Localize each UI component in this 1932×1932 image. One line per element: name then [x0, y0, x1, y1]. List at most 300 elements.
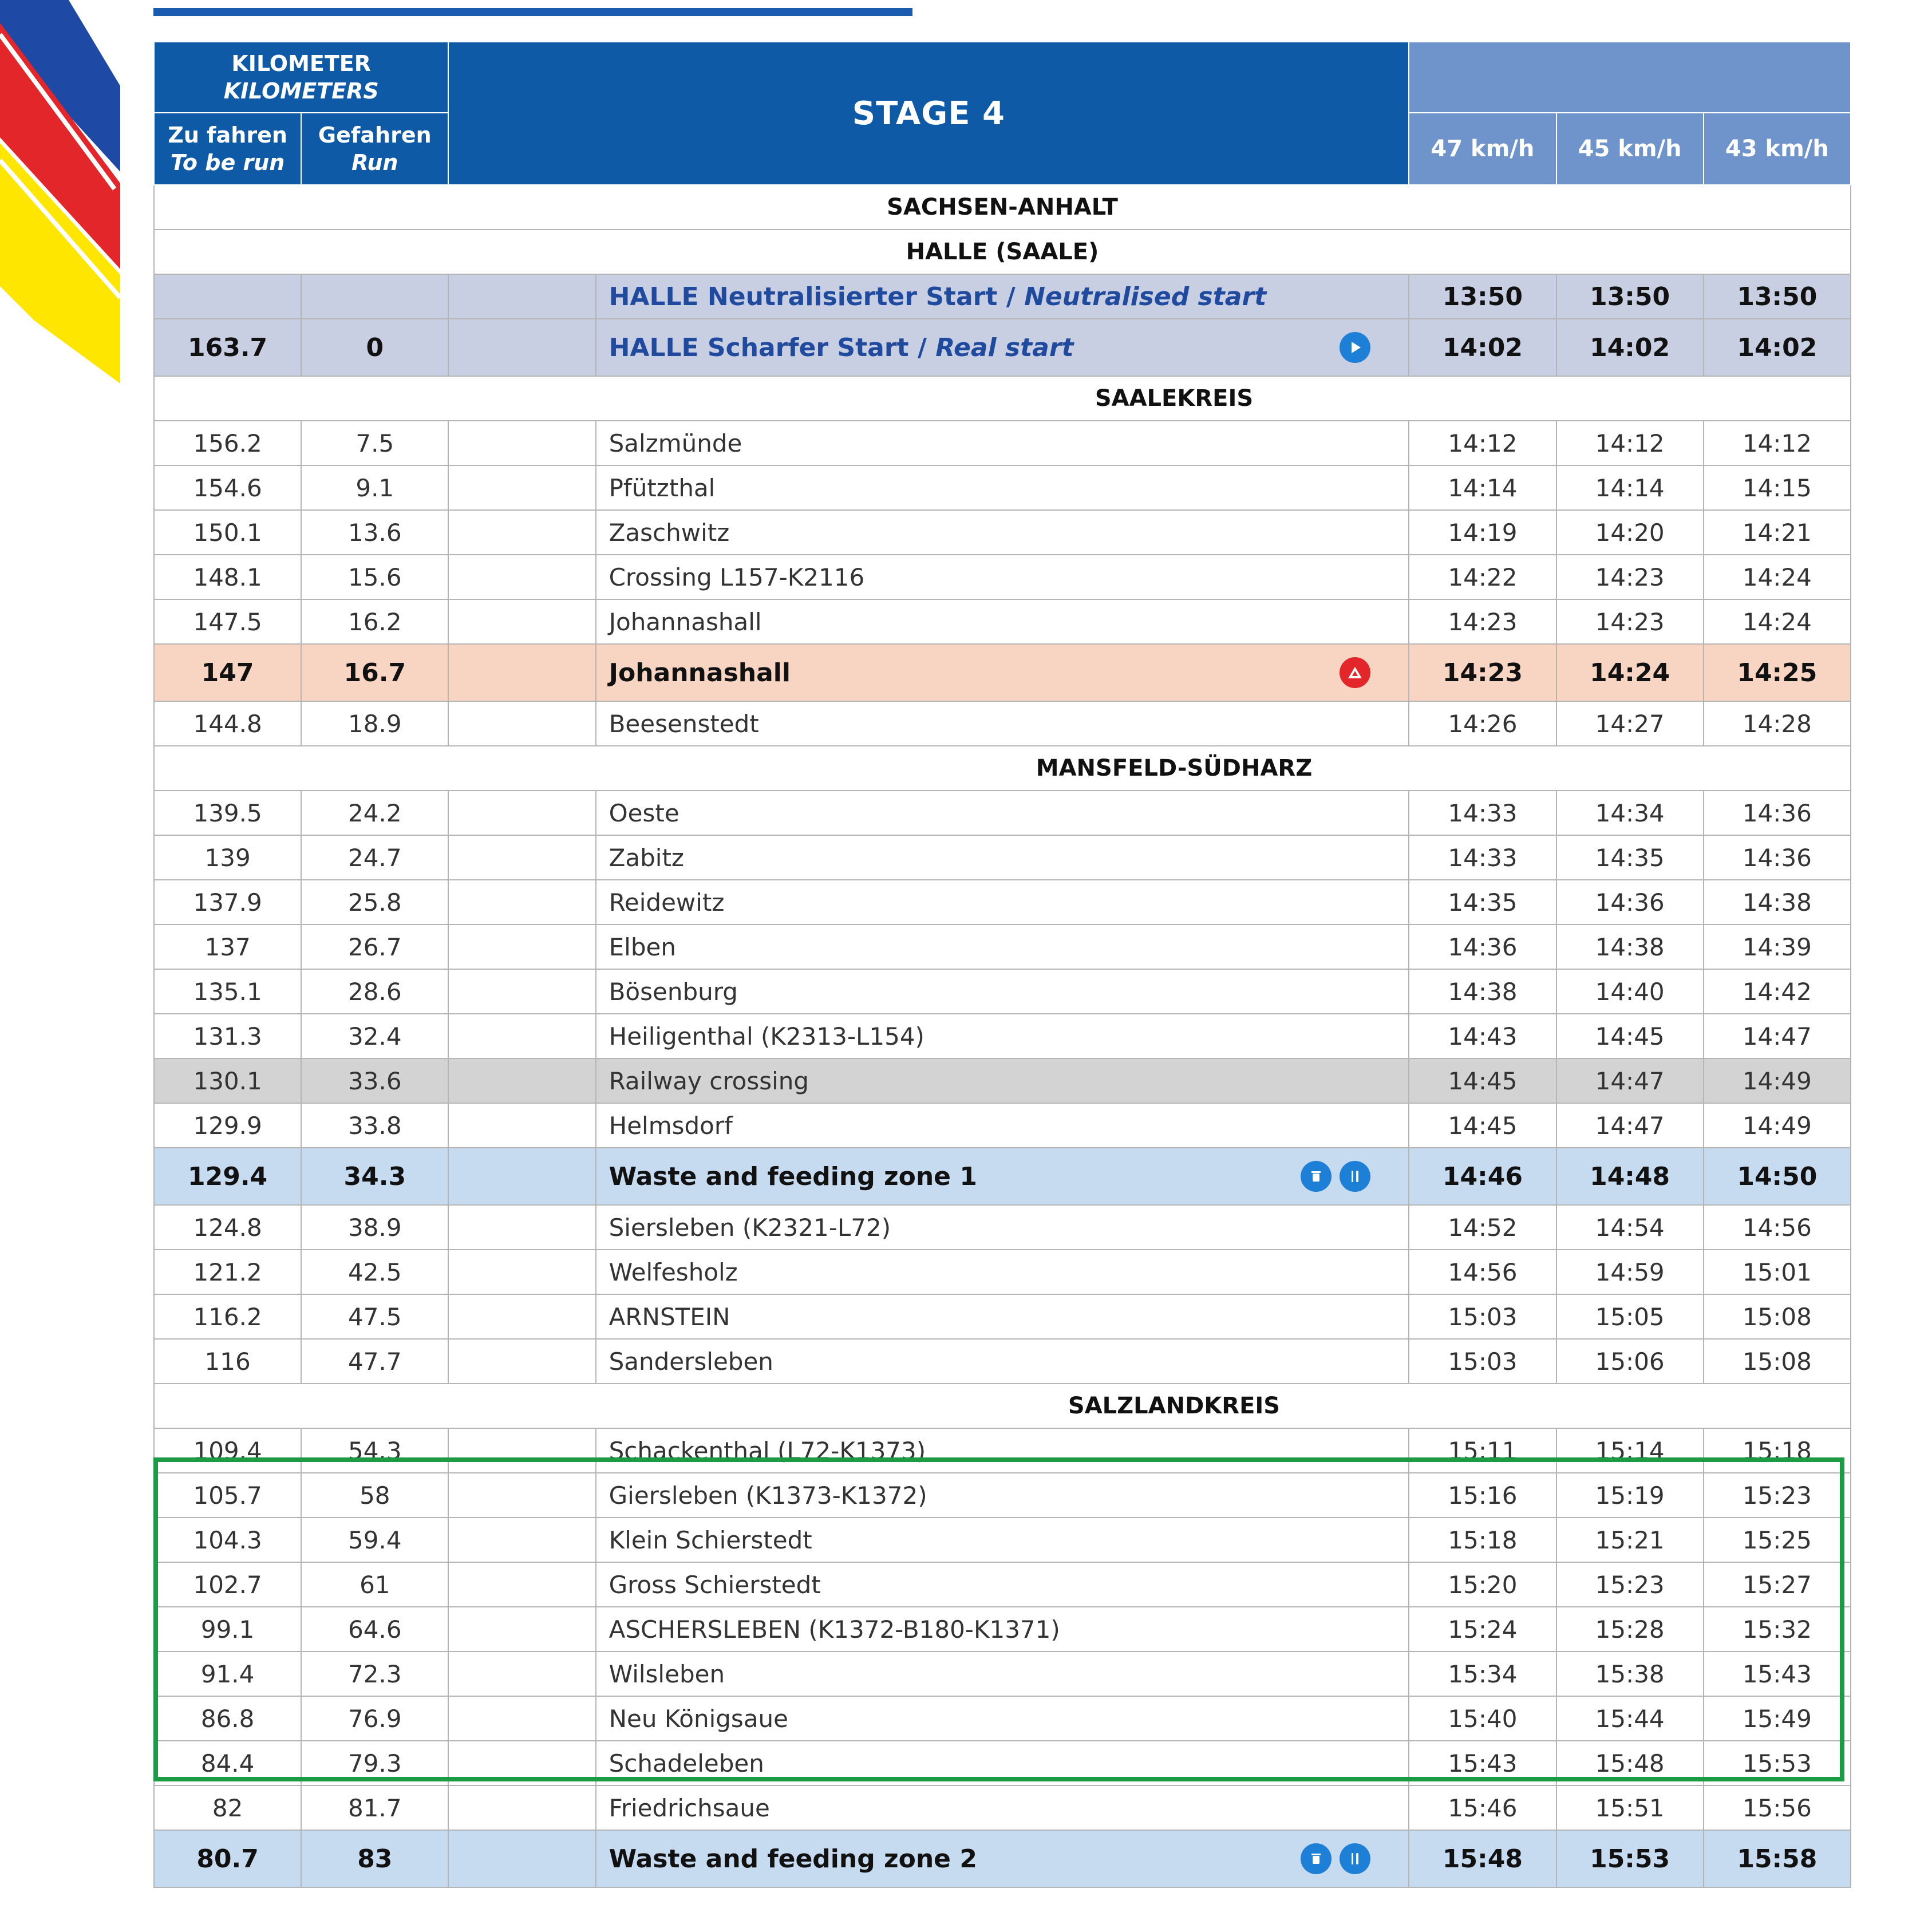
run-cell: 58	[301, 1473, 448, 1518]
time-47: 14:46	[1409, 1148, 1556, 1205]
route-row	[154, 1205, 1851, 1250]
place-cell	[596, 880, 1409, 924]
run-label-en: Run	[351, 150, 398, 175]
place-cell	[596, 555, 1409, 599]
time-45: 15:21	[1556, 1518, 1704, 1562]
run-cell: 24.7	[301, 835, 448, 880]
icon-cell	[448, 1518, 595, 1562]
place-name: Welfesholz	[609, 1258, 738, 1286]
waste-bin-icon	[1301, 1161, 1332, 1192]
icon-cell	[448, 924, 595, 969]
climb-row	[154, 644, 1851, 701]
icon-cell	[448, 1741, 595, 1785]
region-row	[154, 376, 1851, 421]
place-name: Johannashall	[609, 607, 762, 636]
place-name: Railway crossing	[609, 1066, 809, 1095]
route-row	[154, 1518, 1851, 1562]
time-43: 15:27	[1704, 1562, 1851, 1607]
place-name: Klein Schierstedt	[609, 1526, 812, 1554]
place-name: ARNSTEIN	[609, 1302, 730, 1331]
time-43: 15:32	[1704, 1607, 1851, 1652]
route-row	[154, 835, 1851, 880]
time-45: 14:47	[1556, 1058, 1704, 1103]
run-cell: 76.9	[301, 1696, 448, 1741]
place-cell	[596, 1607, 1409, 1652]
place-cell	[596, 1562, 1409, 1607]
to-run-cell: 104.3	[154, 1518, 301, 1562]
time-47: 15:03	[1409, 1294, 1556, 1339]
place-name: Schadeleben	[609, 1749, 764, 1777]
time-45: 14:40	[1556, 969, 1704, 1014]
time-47: 15:20	[1409, 1562, 1556, 1607]
region-label: SAALEKREIS	[154, 376, 1851, 421]
route-row	[154, 421, 1851, 465]
time-47: 14:43	[1409, 1014, 1556, 1058]
to-run-cell: 124.8	[154, 1205, 301, 1250]
place-name: Zabitz	[609, 843, 684, 872]
run-cell	[301, 274, 448, 319]
time-47: 15:43	[1409, 1741, 1556, 1785]
route-row	[154, 1339, 1851, 1384]
time-43: 15:08	[1704, 1339, 1851, 1384]
time-47: 14:52	[1409, 1205, 1556, 1250]
to-run-cell: 84.4	[154, 1741, 301, 1785]
icon-cell	[448, 1562, 595, 1607]
time-45: 14:35	[1556, 835, 1704, 880]
kilometers-label: KILOMETERS	[223, 78, 379, 104]
region-row	[154, 230, 1851, 274]
route-row	[154, 1607, 1851, 1652]
place-cell	[596, 1014, 1409, 1058]
icon-cell	[448, 644, 595, 701]
to-run-cell: 131.3	[154, 1014, 301, 1058]
to-run-cell: 150.1	[154, 510, 301, 555]
time-43: 15:01	[1704, 1250, 1851, 1294]
time-47: 15:40	[1409, 1696, 1556, 1741]
place-cell	[596, 421, 1409, 465]
route-row	[154, 555, 1851, 599]
run-cell: 0	[301, 319, 448, 376]
time-45: 15:23	[1556, 1562, 1704, 1607]
to-run-cell: 154.6	[154, 465, 301, 510]
place-name: Beesenstedt	[609, 709, 759, 738]
icon-cell	[448, 1014, 595, 1058]
to-run-cell: 139.5	[154, 791, 301, 835]
to-run-cell: 91.4	[154, 1652, 301, 1696]
place-name: Oeste	[609, 799, 679, 827]
place-cell	[596, 1652, 1409, 1696]
time-43: 15:58	[1704, 1830, 1851, 1887]
to-run-cell: 121.2	[154, 1250, 301, 1294]
to-run-cell: 109.4	[154, 1428, 301, 1473]
time-43: 14:42	[1704, 969, 1851, 1014]
place-cell	[596, 1294, 1409, 1339]
to-run-cell: 105.7	[154, 1473, 301, 1518]
time-45: 15:53	[1556, 1830, 1704, 1887]
place-name: Helmsdorf	[609, 1111, 733, 1140]
to-run-cell: 80.7	[154, 1830, 301, 1887]
run-cell: 61	[301, 1562, 448, 1607]
run-cell: 7.5	[301, 421, 448, 465]
time-43: 14:56	[1704, 1205, 1851, 1250]
place-name: Elben	[609, 933, 676, 961]
region-label: MANSFELD-SÜDHARZ	[154, 746, 1851, 791]
run-cell: 26.7	[301, 924, 448, 969]
to-run-cell: 144.8	[154, 701, 301, 746]
run-cell: 64.6	[301, 1607, 448, 1652]
place-name: Siersleben (K2321-L72)	[609, 1213, 891, 1242]
run-cell: 33.6	[301, 1058, 448, 1103]
time-47: 14:19	[1409, 510, 1556, 555]
mountain-icon	[1340, 657, 1370, 688]
time-43: 14:02	[1704, 319, 1851, 376]
route-row	[154, 1652, 1851, 1696]
place-cell	[596, 599, 1409, 644]
to-run-cell: 137.9	[154, 880, 301, 924]
time-45: 15:05	[1556, 1294, 1704, 1339]
start-label-en: Neutralised start	[1024, 282, 1267, 311]
place-name: Reidewitz	[609, 888, 725, 916]
icon-cell	[448, 274, 595, 319]
run-cell: 83	[301, 1830, 448, 1887]
start-label-en: Real start	[935, 333, 1074, 362]
region-label: SALZLANDKREIS	[154, 1384, 1851, 1428]
icon-cell	[448, 1652, 595, 1696]
region-row	[154, 185, 1851, 230]
time-47: 14:35	[1409, 880, 1556, 924]
time-45: 14:36	[1556, 880, 1704, 924]
icon-cell	[448, 835, 595, 880]
to-run-label-de: Zu fahren	[168, 123, 287, 148]
kilometer-header	[154, 42, 448, 113]
time-43: 14:50	[1704, 1148, 1851, 1205]
time-47: 15:18	[1409, 1518, 1556, 1562]
time-45: 13:50	[1556, 274, 1704, 319]
place-name: Heiligenthal (K2313-L154)	[609, 1022, 924, 1050]
start-separator: /	[997, 282, 1025, 311]
feeding-zone-row	[154, 1830, 1851, 1887]
place-name: Giersleben (K1373-K1372)	[609, 1481, 927, 1510]
speed-header-band	[1409, 42, 1851, 113]
run-cell: 59.4	[301, 1518, 448, 1562]
icon-cell	[448, 1785, 595, 1830]
route-row	[154, 924, 1851, 969]
to-run-cell: 116.2	[154, 1294, 301, 1339]
place-cell	[596, 1696, 1409, 1741]
run-cell: 54.3	[301, 1428, 448, 1473]
run-cell: 47.7	[301, 1339, 448, 1384]
place-cell	[596, 1103, 1409, 1148]
time-45: 14:38	[1556, 924, 1704, 969]
run-cell: 42.5	[301, 1250, 448, 1294]
run-cell: 79.3	[301, 1741, 448, 1785]
time-45: 15:19	[1556, 1473, 1704, 1518]
place-name: Crossing L157-K2116	[609, 563, 865, 591]
time-47: 14:23	[1409, 599, 1556, 644]
time-43: 15:43	[1704, 1652, 1851, 1696]
real-start-row	[154, 319, 1851, 376]
run-cell: 15.6	[301, 555, 448, 599]
time-43: 14:21	[1704, 510, 1851, 555]
to-run-cell: 147.5	[154, 599, 301, 644]
route-row	[154, 701, 1851, 746]
run-cell: 33.8	[301, 1103, 448, 1148]
place-cell	[596, 1148, 1409, 1205]
route-row	[154, 1103, 1851, 1148]
run-cell: 32.4	[301, 1014, 448, 1058]
place-cell	[596, 924, 1409, 969]
feeding-zone-row	[154, 1148, 1851, 1205]
time-43: 14:38	[1704, 880, 1851, 924]
run-cell: 28.6	[301, 969, 448, 1014]
place-name: Waste and feeding zone 1	[609, 1161, 977, 1191]
place-cell	[596, 274, 1409, 319]
route-row	[154, 1058, 1851, 1103]
play-icon	[1340, 332, 1370, 363]
timetable-body	[154, 185, 1851, 1887]
place-cell	[596, 319, 1409, 376]
icon-cell	[448, 1103, 595, 1148]
run-header	[301, 113, 448, 185]
icon-group	[1340, 332, 1370, 363]
region-label: HALLE (SAALE)	[154, 230, 1851, 274]
time-47: 15:03	[1409, 1339, 1556, 1384]
time-45: 14:59	[1556, 1250, 1704, 1294]
time-45: 15:38	[1556, 1652, 1704, 1696]
route-row	[154, 599, 1851, 644]
icon-cell	[448, 599, 595, 644]
place-name: Pfützthal	[609, 473, 716, 502]
route-row	[154, 791, 1851, 835]
route-row	[154, 1562, 1851, 1607]
time-43: 15:56	[1704, 1785, 1851, 1830]
time-47: 14:14	[1409, 465, 1556, 510]
fork-knife-icon	[1340, 1843, 1370, 1874]
to-run-cell: 139	[154, 835, 301, 880]
route-row	[154, 880, 1851, 924]
time-43: 14:12	[1704, 421, 1851, 465]
time-47: 14:56	[1409, 1250, 1556, 1294]
waste-bin-icon	[1301, 1843, 1332, 1874]
time-43: 15:53	[1704, 1741, 1851, 1785]
time-43: 14:24	[1704, 599, 1851, 644]
time-45: 14:23	[1556, 599, 1704, 644]
time-45: 15:28	[1556, 1607, 1704, 1652]
time-47: 14:36	[1409, 924, 1556, 969]
time-47: 14:02	[1409, 319, 1556, 376]
place-name: Gross Schierstedt	[609, 1570, 821, 1599]
time-45: 15:14	[1556, 1428, 1704, 1473]
time-47: 14:45	[1409, 1103, 1556, 1148]
time-43: 14:47	[1704, 1014, 1851, 1058]
time-47: 14:33	[1409, 791, 1556, 835]
run-cell: 13.6	[301, 510, 448, 555]
to-run-cell: 163.7	[154, 319, 301, 376]
run-cell: 72.3	[301, 1652, 448, 1696]
icon-cell	[448, 1473, 595, 1518]
run-cell: 16.7	[301, 644, 448, 701]
to-run-cell: 135.1	[154, 969, 301, 1014]
run-cell: 24.2	[301, 791, 448, 835]
to-run-cell: 99.1	[154, 1607, 301, 1652]
place-cell	[596, 1473, 1409, 1518]
icon-cell	[448, 319, 595, 376]
icon-cell	[448, 701, 595, 746]
time-45: 14:14	[1556, 465, 1704, 510]
time-45: 15:48	[1556, 1741, 1704, 1785]
to-run-cell: 148.1	[154, 555, 301, 599]
icon-cell	[448, 465, 595, 510]
route-row	[154, 465, 1851, 510]
time-47: 15:16	[1409, 1473, 1556, 1518]
time-47: 15:48	[1409, 1830, 1556, 1887]
time-47: 13:50	[1409, 274, 1556, 319]
place-cell	[596, 701, 1409, 746]
stage-timetable	[153, 41, 1851, 1888]
route-row	[154, 1294, 1851, 1339]
to-run-cell: 116	[154, 1339, 301, 1384]
to-run-cell: 102.7	[154, 1562, 301, 1607]
route-row	[154, 1473, 1851, 1518]
neutral-start-row	[154, 274, 1851, 319]
time-47: 14:38	[1409, 969, 1556, 1014]
time-47: 14:23	[1409, 644, 1556, 701]
time-47: 14:22	[1409, 555, 1556, 599]
icon-cell	[448, 1148, 595, 1205]
icon-cell	[448, 1294, 595, 1339]
speed-43-header: 43 km/h	[1704, 113, 1851, 185]
run-cell: 18.9	[301, 701, 448, 746]
time-43: 15:25	[1704, 1518, 1851, 1562]
fork-knife-icon	[1340, 1161, 1370, 1192]
place-cell	[596, 1250, 1409, 1294]
place-name: Zaschwitz	[609, 518, 730, 547]
time-43: 13:50	[1704, 274, 1851, 319]
icon-cell	[448, 969, 595, 1014]
place-cell	[596, 1205, 1409, 1250]
time-43: 14:28	[1704, 701, 1851, 746]
to-run-cell: 129.9	[154, 1103, 301, 1148]
speed-47-header: 47 km/h	[1409, 113, 1556, 185]
place-cell	[596, 1518, 1409, 1562]
to-run-cell: 82	[154, 1785, 301, 1830]
place-name: Wilsleben	[609, 1660, 725, 1688]
place-name: Johannashall	[609, 658, 791, 688]
route-row	[154, 510, 1851, 555]
time-45: 14:47	[1556, 1103, 1704, 1148]
time-47: 14:45	[1409, 1058, 1556, 1103]
icon-cell	[448, 1250, 595, 1294]
route-row	[154, 1696, 1851, 1741]
time-47: 15:24	[1409, 1607, 1556, 1652]
icon-group	[1301, 1843, 1370, 1874]
start-separator: /	[908, 333, 936, 362]
run-label-de: Gefahren	[318, 123, 432, 148]
time-47: 15:34	[1409, 1652, 1556, 1696]
to-run-cell: 156.2	[154, 421, 301, 465]
place-name: Friedrichsaue	[609, 1793, 770, 1822]
run-cell: 9.1	[301, 465, 448, 510]
to-run-cell	[154, 274, 301, 319]
icon-cell	[448, 510, 595, 555]
speed-45-header: 45 km/h	[1556, 113, 1704, 185]
time-45: 14:48	[1556, 1148, 1704, 1205]
run-cell: 16.2	[301, 599, 448, 644]
place-name: Bösenburg	[609, 977, 738, 1006]
icon-cell	[448, 1830, 595, 1887]
place-cell	[596, 1785, 1409, 1830]
place-name: Schackenthal (L72-K1373)	[609, 1436, 926, 1465]
to-run-cell: 130.1	[154, 1058, 301, 1103]
to-run-cell: 137	[154, 924, 301, 969]
to-run-label-en: To be run	[170, 150, 285, 175]
time-43: 14:36	[1704, 791, 1851, 835]
time-43: 15:18	[1704, 1428, 1851, 1473]
time-45: 14:12	[1556, 421, 1704, 465]
run-cell: 38.9	[301, 1205, 448, 1250]
to-run-cell: 147	[154, 644, 301, 701]
time-45: 15:51	[1556, 1785, 1704, 1830]
flag-stripes-decoration	[0, 0, 120, 384]
run-cell: 81.7	[301, 1785, 448, 1830]
place-cell	[596, 791, 1409, 835]
time-43: 14:25	[1704, 644, 1851, 701]
route-row	[154, 1250, 1851, 1294]
place-cell	[596, 1339, 1409, 1384]
top-accent-line	[153, 8, 912, 16]
time-43: 14:15	[1704, 465, 1851, 510]
place-cell	[596, 510, 1409, 555]
run-cell: 47.5	[301, 1294, 448, 1339]
time-43: 15:49	[1704, 1696, 1851, 1741]
start-label-de: HALLE Neutralisierter Start	[609, 282, 998, 311]
place-name: ASCHERSLEBEN (K1372-B180-K1371)	[609, 1615, 1060, 1643]
kilometer-label: KILOMETER	[231, 51, 372, 76]
time-43: 14:36	[1704, 835, 1851, 880]
place-name: Neu Königsaue	[609, 1704, 789, 1733]
start-label-de: HALLE Scharfer Start	[609, 333, 909, 362]
place-name: Waste and feeding zone 2	[609, 1844, 977, 1874]
place-cell	[596, 1428, 1409, 1473]
route-row	[154, 1014, 1851, 1058]
icon-cell	[448, 791, 595, 835]
icon-cell	[448, 1339, 595, 1384]
icon-cell	[448, 1696, 595, 1741]
icon-cell	[448, 555, 595, 599]
time-45: 14:24	[1556, 644, 1704, 701]
run-cell: 25.8	[301, 880, 448, 924]
time-43: 14:39	[1704, 924, 1851, 969]
time-45: 14:02	[1556, 319, 1704, 376]
route-row	[154, 1428, 1851, 1473]
time-45: 14:45	[1556, 1014, 1704, 1058]
time-47: 14:26	[1409, 701, 1556, 746]
time-45: 14:27	[1556, 701, 1704, 746]
icon-cell	[448, 421, 595, 465]
time-43: 14:49	[1704, 1058, 1851, 1103]
route-row	[154, 1741, 1851, 1785]
time-45: 14:34	[1556, 791, 1704, 835]
icon-cell	[448, 1205, 595, 1250]
time-45: 15:44	[1556, 1696, 1704, 1741]
region-label: SACHSEN-ANHALT	[154, 185, 1851, 230]
stage-title: STAGE 4	[448, 42, 1409, 185]
to-run-cell: 129.4	[154, 1148, 301, 1205]
region-row	[154, 746, 1851, 791]
time-43: 14:24	[1704, 555, 1851, 599]
time-47: 15:46	[1409, 1785, 1556, 1830]
place-cell	[596, 1058, 1409, 1103]
